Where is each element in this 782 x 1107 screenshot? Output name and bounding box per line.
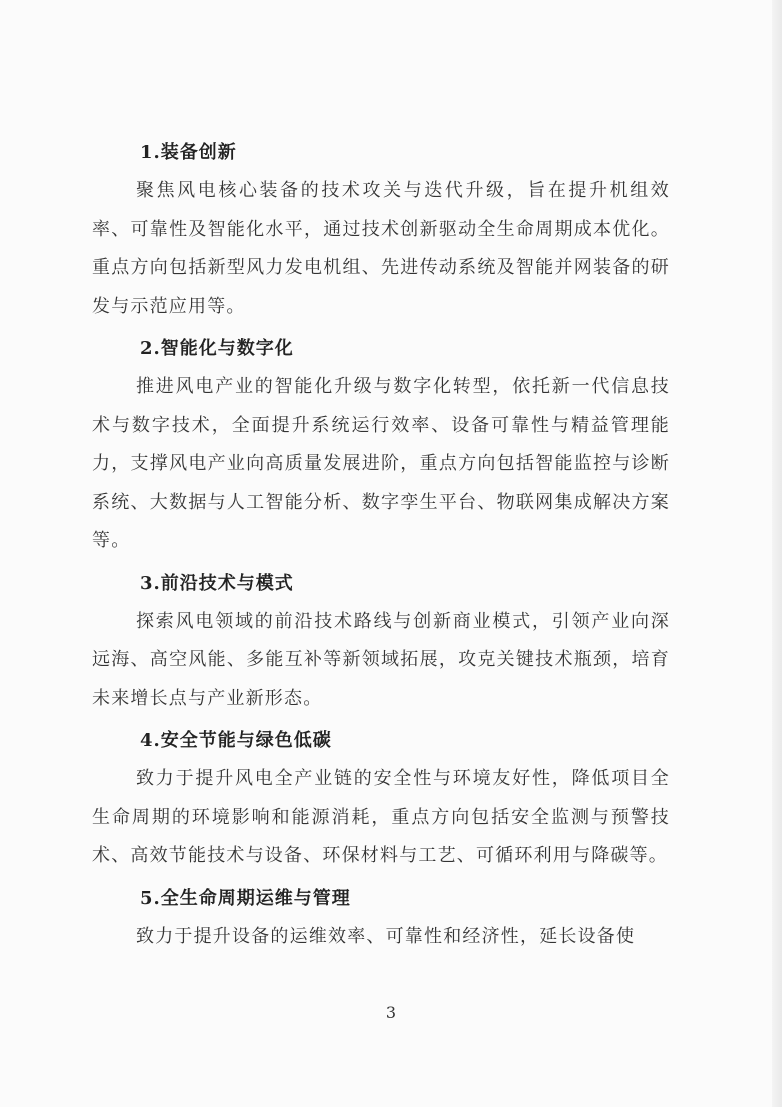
section-heading: 3.前沿技术与模式: [140, 572, 294, 594]
section-body: 致力于提升风电全产业链的安全性与环境友好性，降低项目全生命周期的环境影响和能源消耗，重点方向包括安全监测与预警技术、高效节能技术与设备、环保材料与工艺、可循环利用与降碳等。: [92, 768, 670, 866]
section-heading: 4.安全节能与绿色低碳: [140, 730, 332, 751]
section-frontier-tech: [92, 565, 670, 719]
section-intelligent-digital: [92, 330, 670, 561]
section-heading: 1.装备创新: [140, 142, 237, 163]
document-page: [92, 134, 670, 960]
section-body: 致力于提升设备的运维效率、可靠性和经济性，延长设备使: [136, 925, 636, 947]
section-lifecycle-om: [92, 880, 670, 957]
section-body: 聚焦风电核心装备的技术攻关与迭代升级，旨在提升机组效率、可靠性及智能化水平，通过技术创新驱动全生命周期成本优化。重点方向包括新型风力发电机组、先进传动系统及智能并网装备的研发与示范应用等。: [92, 180, 670, 317]
page-number: 3: [385, 1003, 397, 1022]
section-body: 探索风电领域的前沿技术路线与创新商业模式，引领产业向深远海、高空风能、多能互补等新领域拓展，攻克关键技术瓶颈，培育未来增长点与产业新形态。: [92, 610, 670, 709]
section-safety-green: [92, 722, 670, 876]
section-body: 推进风电产业的智能化升级与数字化转型，依托新一代信息技术与数字技术，全面提升系统运行效率、设备可靠性与精益管理能力，支撑风电产业向高质量发展进阶，重点方向包括智能监控与诊断系统、大数据与人工智能分析、数字孪生平台、物联网集成解决方案等。: [92, 376, 670, 551]
section-equipment-innovation: [92, 134, 670, 326]
section-heading: 2.智能化与数字化: [140, 338, 294, 359]
section-heading: 5.全生命周期运维与管理: [140, 887, 351, 909]
scan-edge: [772, 0, 782, 1107]
